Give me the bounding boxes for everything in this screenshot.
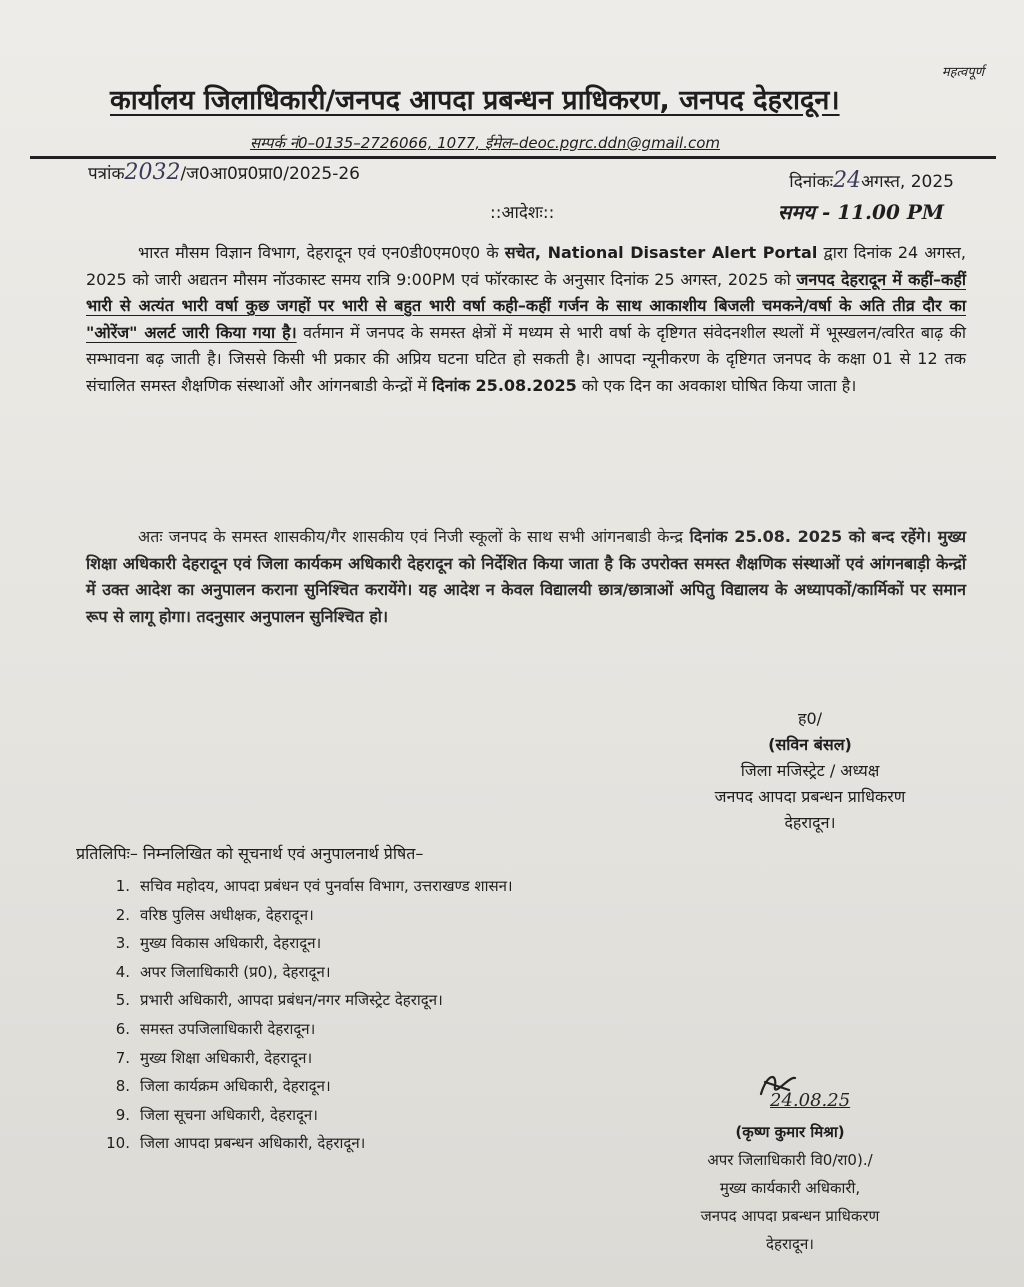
list-item bbox=[96, 986, 513, 1015]
signatory-block-1 bbox=[680, 706, 940, 836]
item-number: 6. bbox=[115, 1019, 130, 1038]
item-text: अपर जिलाधिकारी (प्र0), देहरादून। bbox=[140, 962, 331, 981]
list-item bbox=[96, 958, 513, 987]
list-item bbox=[96, 1044, 513, 1073]
time-handwritten: समय - 11.00 PM bbox=[777, 200, 944, 224]
copy-to-list bbox=[96, 872, 513, 1158]
date-day-handwritten: 24 bbox=[833, 168, 862, 193]
item-text: समस्त उपजिलाधिकारी देहरादून। bbox=[140, 1019, 316, 1038]
signatory-designation-2: मुख्य कार्यकारी अधिकारी, bbox=[719, 1179, 861, 1197]
signature-date: 24.08.25 bbox=[770, 1090, 851, 1111]
signature-mark: ह0/ bbox=[797, 709, 823, 728]
office-heading: कार्यालय जिलाधिकारी/जनपद आपदा प्रबन्धन प्राधिकरण, जनपद देहरादून। bbox=[110, 85, 840, 116]
p1-text-g: को एक दिन का अवकाश घोषित किया जाता है। bbox=[581, 375, 857, 395]
list-item bbox=[96, 1072, 513, 1101]
p2-text-b: दिनांक 25.08. 2025 को बन्द रहेंगे। मुख्य शिक्षा अधिकारी देहरादून एवं जिला कार्यकम अधिकारी देहरादून को निर्देशित किया जाता है कि उपरोक्त समस्त शैक्षणिक संस्थाओं एवं आंगनबाड़ी केन्द्रों में उक्त आदेश का अनुपालन कराना सुनिश्चित करायेंगे। यह आदेश न केवल विद्यालयी छात्र/छात्राओं अपितु विद्यालय के अध्यापकों/कार्मिकों पर समान रूप से लागू होगा। तदनुसार अनुपालन सुनिश्चित हो। bbox=[86, 527, 967, 626]
letter-suffix: /ज0आ0प्र0प्रा0/2025-26 bbox=[180, 164, 360, 184]
item-number: 8. bbox=[115, 1077, 130, 1096]
item-number: 2. bbox=[115, 905, 130, 924]
signatory-org: जनपद आपदा प्रबन्धन प्राधिकरण bbox=[714, 787, 906, 806]
signatory-designation: जिला मजिस्ट्रेट / अध्यक्ष bbox=[740, 761, 880, 780]
letter-number-handwritten: 2032 bbox=[124, 160, 181, 185]
copy-to-heading: प्रतिलिपिः– निम्नलिखित को सूचनार्थ एवं अनुपालनार्थ प्रेषित– bbox=[76, 844, 424, 863]
p1-text-a: भारत मौसम विज्ञान विभाग, देहरादून एवं एन0डी0एम0ए0 के bbox=[138, 243, 499, 262]
signatory-name: (कृष्ण कुमार मिश्रा) bbox=[735, 1123, 845, 1141]
order-title: ::आदेशः:: bbox=[490, 203, 555, 223]
contact-line: सम्पर्क नं0–0135–2726066, 1077, ईमेल–deoc.pgrc.ddn@gmail.com bbox=[250, 134, 721, 152]
signatory-designation: अपर जिलाधिकारी वि0/रा0)./ bbox=[707, 1151, 873, 1169]
p1-text-c: द्वारा दिनांक 24 अगस्त, 2025 को जारी अद्यतन मौसम नॉउकास्ट समय रात्रि 9:00PM एवं फॉरकास्ट के अनुसार दिनांक 25 अगस्त, 2025 को bbox=[86, 243, 967, 289]
list-item bbox=[96, 872, 513, 901]
signatory-place: देहरादून। bbox=[784, 813, 836, 832]
signatory-block-2 bbox=[660, 1118, 920, 1258]
date-month-year: अगस्त, 2025 bbox=[861, 172, 954, 192]
item-number: 3. bbox=[115, 934, 130, 953]
list-item bbox=[96, 901, 513, 930]
letter-prefix: पत्रांक bbox=[88, 164, 125, 184]
list-item bbox=[96, 1015, 513, 1044]
item-number: 9. bbox=[115, 1105, 130, 1124]
item-text: प्रभारी अधिकारी, आपदा प्रबंधन/नगर मजिस्ट्रेट देहरादून। bbox=[140, 991, 443, 1010]
item-text: सचिव महोदय, आपदा प्रबंधन एवं पुनर्वास विभाग, उत्तराखण्ड शासन। bbox=[140, 877, 513, 895]
item-text: मुख्य विकास अधिकारी, देहरादून। bbox=[140, 934, 322, 953]
item-number: 4. bbox=[115, 962, 130, 981]
p1-text-b: सचेत, National Disaster Alert Portal bbox=[504, 243, 818, 262]
order-paragraph-1 bbox=[86, 240, 966, 399]
item-text: मुख्य शिक्षा अधिकारी, देहरादून। bbox=[140, 1048, 313, 1067]
holiday-date: दिनांक 25.08.2025 bbox=[432, 375, 577, 395]
item-number: 1. bbox=[115, 877, 130, 895]
signatory-place: देहरादून। bbox=[766, 1235, 814, 1253]
header-divider bbox=[30, 156, 996, 159]
item-number: 5. bbox=[115, 991, 130, 1010]
signatory-org: जनपद आपदा प्रबन्धन प्राधिकरण bbox=[700, 1207, 880, 1225]
letter-number bbox=[88, 160, 360, 185]
item-text: जिला आपदा प्रबन्धन अधिकारी, देहरादून। bbox=[140, 1134, 366, 1153]
list-item bbox=[96, 1101, 513, 1130]
item-number: 7. bbox=[115, 1048, 130, 1067]
item-number: 10. bbox=[106, 1134, 130, 1153]
item-text: जिला सूचना अधिकारी, देहरादून। bbox=[140, 1105, 318, 1124]
p2-text-a: अतः जनपद के समस्त शासकीय/गैर शासकीय एवं निजी स्कूलों के साथ सभी आंगनबाडी केन्द्र bbox=[138, 527, 683, 546]
item-text: वरिष्ठ पुलिस अधीक्षक, देहरादून। bbox=[140, 905, 314, 924]
list-item bbox=[96, 1129, 513, 1158]
list-item bbox=[96, 929, 513, 958]
date-label: दिनांकः bbox=[789, 172, 834, 192]
letter-date bbox=[789, 168, 954, 193]
orange-alert-text: जनपद देहरादून में कहीं–कहीं भारी से अत्यंत भारी वर्षा कुछ जगहों पर भारी से बहुत भारी वर्षा कही–कहीं गर्जन के साथ आकाशीय बिजली चमकने/वर्षा के अति तीव्र दौर का "ओरेंज" अलर्ट जारी किया गया है। bbox=[86, 269, 966, 342]
priority-note: महत्वपूर्ण bbox=[941, 65, 984, 80]
signatory-name: (सविन बंसल) bbox=[768, 735, 852, 754]
p1-text-e: वर्तमान में जनपद के समस्त क्षेत्रों में मध्यम से भारी वर्षा के दृष्टिगत संवेदनशील स्थलों में भूस्खलन/त्वरित बाढ़ की सम्भावना बढ़ जाती है। जिससे किसी भी प्रकार की अप्रिय घटना घटित हो सकती है। आपदा न्यूनीकरण के दृष्टिगत जनपद के कक्षा 01 से 12 तक संचालित समस्त शैक्षणिक संस्थाओं और आंगनबाडी केन्द्रों में bbox=[86, 322, 966, 395]
order-paragraph-2 bbox=[86, 524, 966, 630]
item-text: जिला कार्यक्रम अधिकारी, देहरादून। bbox=[140, 1077, 331, 1096]
